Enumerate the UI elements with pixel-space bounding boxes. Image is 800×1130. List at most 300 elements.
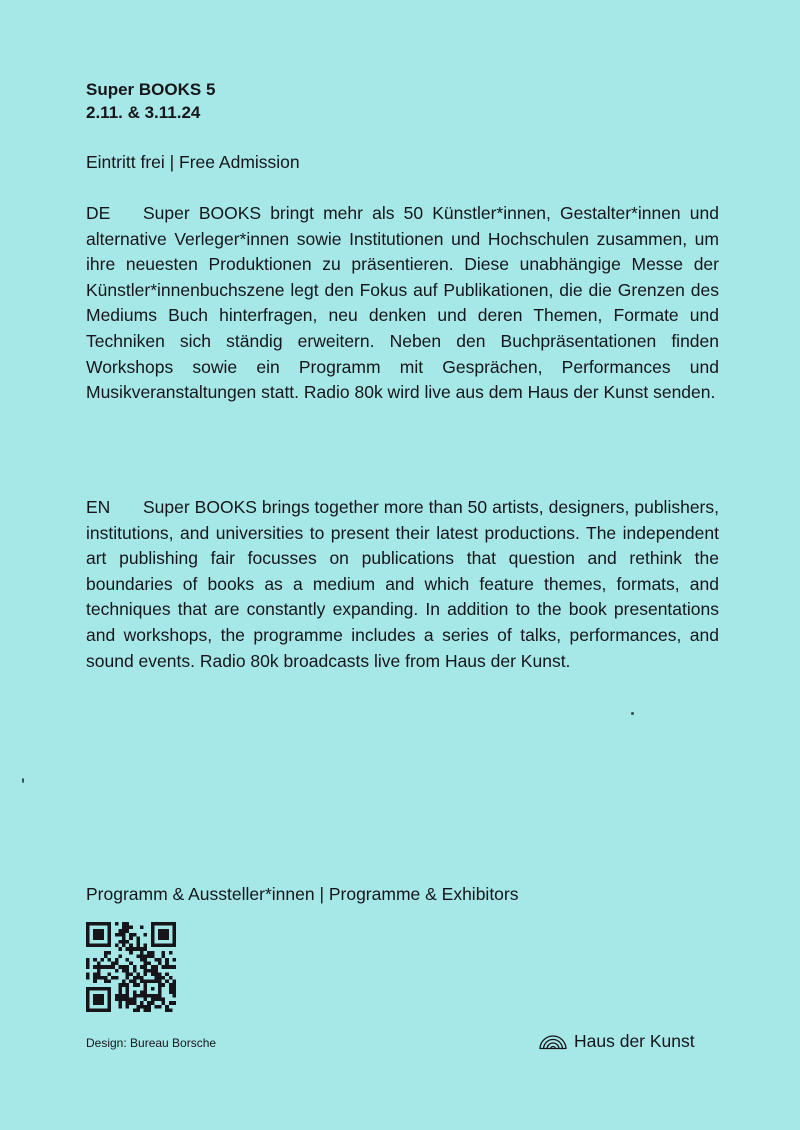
qr-module	[126, 983, 130, 987]
qr-module	[122, 944, 126, 948]
qr-module	[126, 969, 130, 973]
qr-module	[93, 980, 97, 984]
qr-module	[86, 994, 90, 998]
qr-module	[140, 965, 144, 969]
qr-module	[93, 936, 97, 940]
qr-module	[104, 980, 108, 984]
qr-module	[144, 954, 148, 958]
qr-module	[133, 994, 137, 998]
qr-module	[140, 958, 144, 962]
qr-module	[97, 994, 101, 998]
qr-module	[144, 987, 148, 991]
qr-module	[100, 1008, 104, 1012]
qr-module	[115, 976, 119, 980]
qr-module	[154, 994, 158, 998]
qr-module	[108, 929, 112, 933]
qr-module	[136, 936, 140, 940]
qr-module	[122, 965, 126, 969]
qr-module	[169, 1008, 173, 1012]
qr-module	[154, 980, 158, 984]
qr-module	[133, 1008, 137, 1012]
qr-module	[136, 1005, 140, 1009]
description-en	[86, 495, 719, 674]
qr-module	[158, 933, 162, 937]
qr-module	[122, 936, 126, 940]
qr-module	[108, 944, 112, 948]
qr-module	[93, 1008, 97, 1012]
qr-module	[151, 998, 155, 1002]
qr-module	[126, 940, 130, 944]
qr-module	[151, 954, 155, 958]
qr-module	[136, 940, 140, 944]
qr-module	[126, 972, 130, 976]
qr-module	[122, 980, 126, 984]
qr-module	[162, 1001, 166, 1005]
qr-module	[144, 980, 148, 984]
qr-module	[165, 1005, 169, 1009]
qr-module	[172, 944, 176, 948]
qr-module	[165, 965, 169, 969]
qr-module	[118, 990, 122, 994]
qr-module	[147, 994, 151, 998]
qr-module	[86, 965, 90, 969]
qr-module	[144, 983, 148, 987]
qr-module	[151, 936, 155, 940]
qr-module	[129, 933, 133, 937]
qr-module	[172, 994, 176, 998]
qr-module	[118, 940, 122, 944]
qr-module	[144, 998, 148, 1002]
qr-module	[115, 944, 119, 948]
qr-module	[144, 969, 148, 973]
qr-module	[147, 1008, 151, 1012]
qr-module	[158, 1005, 162, 1009]
qr-module	[118, 929, 122, 933]
qr-module	[97, 933, 101, 937]
qr-module	[100, 998, 104, 1002]
qr-module	[104, 944, 108, 948]
qr-module	[151, 969, 155, 973]
qr-module	[97, 1008, 101, 1012]
qr-module	[162, 976, 166, 980]
qr-module	[90, 922, 94, 926]
qr-module	[108, 980, 112, 984]
qr-module	[151, 926, 155, 930]
qr-module	[154, 972, 158, 976]
qr-module	[118, 1001, 122, 1005]
qr-module	[100, 958, 104, 962]
qr-module	[126, 1005, 130, 1009]
qr-module	[158, 980, 162, 984]
qr-module	[126, 998, 130, 1002]
qr-module	[140, 990, 144, 994]
qr-module	[154, 965, 158, 969]
qr-module	[97, 944, 101, 948]
institution-logo[interactable]	[538, 1028, 695, 1054]
arch-logo-icon	[538, 1032, 568, 1050]
qr-module	[162, 944, 166, 948]
qr-module	[129, 998, 133, 1002]
qr-module	[86, 998, 90, 1002]
qr-module	[172, 940, 176, 944]
institution-name: Haus der Kunst	[574, 1031, 695, 1051]
qr-module	[172, 965, 176, 969]
qr-module	[151, 929, 155, 933]
qr-module	[129, 936, 133, 940]
qr-module	[118, 994, 122, 998]
qr-module	[108, 958, 112, 962]
qr-module	[169, 987, 173, 991]
qr-module	[97, 998, 101, 1002]
qr-module	[162, 936, 166, 940]
qr-module	[169, 1001, 173, 1005]
description-en-text: Super BOOKS brings together more than 50 artists, designers, publishers, institutions, and universities to present their latest productions. The independent art publishing fair focusses on publications that question and rethink the boundaries of books as a medium and which feature themes, formats, and techniques that are constantly expanding. In addition to the book presentations and workshops, the programme includes a series of talks, performances, and sound events. Radio 80k broadcasts live from Haus der Kunst.	[86, 497, 719, 671]
qr-module	[158, 998, 162, 1002]
qr-module	[90, 987, 94, 991]
qr-module	[100, 922, 104, 926]
qr-module	[140, 976, 144, 980]
qr-module	[111, 976, 115, 980]
qr-module	[169, 976, 173, 980]
qr-module	[86, 936, 90, 940]
qr-module	[97, 976, 101, 980]
qr-module	[93, 972, 97, 976]
qr-module	[126, 976, 130, 980]
qr-module	[104, 951, 108, 955]
qr-module	[140, 947, 144, 951]
qr-module	[93, 933, 97, 937]
language-tag-en: EN	[86, 497, 111, 517]
qr-module	[133, 965, 137, 969]
qr-module	[144, 933, 148, 937]
qr-module	[136, 983, 140, 987]
qr-module	[144, 958, 148, 962]
qr-module	[111, 962, 115, 966]
qr-module	[122, 940, 126, 944]
qr-module	[158, 929, 162, 933]
qr-module	[100, 965, 104, 969]
qr-module	[162, 965, 166, 969]
qr-module	[172, 933, 176, 937]
qr-module	[151, 1001, 155, 1005]
qr-module	[122, 983, 126, 987]
qr-module	[111, 965, 115, 969]
qr-module	[86, 933, 90, 937]
qr-module	[165, 933, 169, 937]
qr-module	[86, 940, 90, 944]
qr-module	[126, 958, 130, 962]
qr-module	[151, 933, 155, 937]
qr-module	[162, 998, 166, 1002]
qr-module	[100, 933, 104, 937]
qr-module	[108, 998, 112, 1002]
qr-module	[129, 962, 133, 966]
qr-module	[158, 936, 162, 940]
qr-module	[129, 980, 133, 984]
qr-module	[151, 944, 155, 948]
qr-module	[97, 987, 101, 991]
qr-module	[144, 944, 148, 948]
qr-module	[165, 944, 169, 948]
qr-module	[115, 933, 119, 937]
qr-module	[108, 951, 112, 955]
qr-module	[136, 1008, 140, 1012]
qr-module	[93, 987, 97, 991]
qr-module	[133, 947, 137, 951]
qr-module	[129, 944, 133, 948]
qr-module	[93, 998, 97, 1002]
qr-module	[172, 983, 176, 987]
qr-module	[172, 958, 176, 962]
qr-module	[158, 990, 162, 994]
qr-module	[151, 987, 155, 991]
qr-module	[115, 969, 119, 973]
qr-module	[108, 987, 112, 991]
qr-module	[136, 947, 140, 951]
qr-module	[140, 994, 144, 998]
qr-module	[86, 972, 90, 976]
qr-module	[122, 994, 126, 998]
qr-module	[104, 987, 108, 991]
qr-module	[118, 998, 122, 1002]
qr-module	[144, 1008, 148, 1012]
qr-module	[118, 983, 122, 987]
qr-module	[100, 976, 104, 980]
qr-module	[165, 972, 169, 976]
qr-module	[169, 944, 173, 948]
qr-module	[115, 958, 119, 962]
qr-module	[151, 951, 155, 955]
qr-module	[129, 972, 133, 976]
qr-module	[126, 994, 130, 998]
qr-module	[158, 994, 162, 998]
qr-module	[158, 922, 162, 926]
program-link-text: Programm & Aussteller*innen | Programme & Exhibitors	[86, 884, 519, 904]
qr-module	[108, 965, 112, 969]
admission-note: Eintritt frei | Free Admission	[86, 152, 300, 172]
qr-module	[154, 958, 158, 962]
qr-module	[147, 969, 151, 973]
qr-module	[100, 936, 104, 940]
qr-module	[97, 972, 101, 976]
qr-module	[172, 1001, 176, 1005]
qr-module	[151, 940, 155, 944]
qr-module	[118, 1005, 122, 1009]
qr-module	[90, 1008, 94, 1012]
qr-code-icon[interactable]	[86, 922, 176, 1012]
qr-module	[122, 929, 126, 933]
qr-module	[133, 969, 137, 973]
qr-module	[86, 962, 90, 966]
language-tag-de: DE	[86, 203, 111, 223]
qr-module	[133, 990, 137, 994]
qr-module	[147, 1005, 151, 1009]
description-de-text: Super BOOKS bringt mehr als 50 Künstler*innen, Gestalter*innen und alternative Verleger*innen sowie Institutionen und Hochschulen zusammen, um ihre neuesten Produktionen zu präsentieren. Diese unabhängige Messe der Künstler*innenbuchszene legt den Fokus auf Publikationen, die die Grenzen des Mediums Buch hinterfragen, neu denken und deren Themen, Formate und Techniken sich ständig erweitern. Neben den Buchpräsentationen finden Workshops sowie ein Programm mit Gesprächen, Performances und Musikveranstaltungen statt. Radio 80k wird live aus dem Haus der Kunst senden.	[86, 203, 719, 403]
qr-module	[154, 1005, 158, 1009]
qr-module	[108, 994, 112, 998]
qr-module	[158, 976, 162, 980]
qr-module	[126, 922, 130, 926]
qr-module	[100, 1001, 104, 1005]
qr-module	[97, 922, 101, 926]
description-de	[86, 201, 719, 406]
qr-module	[126, 987, 130, 991]
qr-module	[133, 933, 137, 937]
qr-module	[115, 962, 119, 966]
qr-module	[118, 947, 122, 951]
qr-module	[136, 994, 140, 998]
qr-module	[86, 976, 90, 980]
qr-module	[108, 933, 112, 937]
qr-module	[136, 972, 140, 976]
qr-module	[136, 954, 140, 958]
qr-module	[118, 987, 122, 991]
qr-module	[104, 954, 108, 958]
qr-module	[162, 954, 166, 958]
qr-module	[144, 994, 148, 998]
qr-module	[165, 962, 169, 966]
qr-module	[144, 965, 148, 969]
qr-module	[93, 976, 97, 980]
qr-module	[162, 922, 166, 926]
qr-module	[108, 922, 112, 926]
qr-module	[108, 936, 112, 940]
qr-module	[115, 922, 119, 926]
qr-module	[122, 922, 126, 926]
design-credit: Design: Bureau Borsche	[86, 1036, 217, 1050]
qr-module	[93, 958, 97, 962]
qr-module	[129, 947, 133, 951]
qr-module	[93, 929, 97, 933]
qr-module	[93, 965, 97, 969]
qr-module	[126, 990, 130, 994]
qr-module	[86, 1008, 90, 1012]
qr-module	[86, 1005, 90, 1009]
qr-module	[162, 983, 166, 987]
qr-module	[86, 987, 90, 991]
qr-module	[133, 976, 137, 980]
qr-module	[147, 951, 151, 955]
qr-module	[86, 990, 90, 994]
qr-module	[140, 1005, 144, 1009]
qr-module	[169, 983, 173, 987]
qr-module	[154, 998, 158, 1002]
qr-module	[158, 944, 162, 948]
qr-module	[172, 990, 176, 994]
qr-module	[140, 954, 144, 958]
qr-module	[147, 980, 151, 984]
qr-module	[133, 983, 137, 987]
qr-module	[158, 958, 162, 962]
qr-module	[118, 954, 122, 958]
qr-module	[162, 929, 166, 933]
qr-module	[90, 944, 94, 948]
qr-module	[122, 998, 126, 1002]
qr-module	[93, 922, 97, 926]
qr-module	[165, 980, 169, 984]
qr-module	[133, 980, 137, 984]
qr-module	[172, 929, 176, 933]
qr-module	[165, 1008, 169, 1012]
title-block	[86, 78, 215, 124]
qr-module	[122, 926, 126, 930]
qr-module	[104, 976, 108, 980]
qr-module	[86, 926, 90, 930]
qr-module	[136, 944, 140, 948]
qr-module	[97, 962, 101, 966]
qr-module	[126, 947, 130, 951]
qr-module	[158, 983, 162, 987]
qr-module	[129, 1001, 133, 1005]
qr-module	[86, 944, 90, 948]
qr-module	[169, 990, 173, 994]
qr-module	[169, 951, 173, 955]
qr-module	[126, 926, 130, 930]
qr-module	[122, 933, 126, 937]
qr-module	[133, 1001, 137, 1005]
qr-module	[140, 926, 144, 930]
qr-module	[158, 972, 162, 976]
qr-module	[151, 972, 155, 976]
qr-module	[140, 1001, 144, 1005]
qr-module	[140, 980, 144, 984]
qr-module	[129, 926, 133, 930]
qr-module	[144, 947, 148, 951]
qr-module	[108, 972, 112, 976]
qr-module	[126, 965, 130, 969]
qr-module	[86, 922, 90, 926]
qr-module	[97, 965, 101, 969]
qr-module	[151, 980, 155, 984]
qr-module	[108, 1008, 112, 1012]
qr-module	[158, 962, 162, 966]
qr-module	[100, 987, 104, 991]
qr-module	[154, 944, 158, 948]
qr-module	[122, 969, 126, 973]
qr-module	[108, 940, 112, 944]
event-title: Super BOOKS 5	[86, 80, 216, 99]
qr-module	[172, 936, 176, 940]
paper-speck	[631, 712, 634, 715]
qr-module	[93, 994, 97, 998]
qr-module	[147, 954, 151, 958]
qr-module	[162, 951, 166, 955]
qr-module	[147, 962, 151, 966]
qr-module	[97, 936, 101, 940]
qr-module	[108, 1001, 112, 1005]
qr-module	[158, 987, 162, 991]
qr-module	[100, 929, 104, 933]
qr-module	[115, 994, 119, 998]
qr-module	[144, 1005, 148, 1009]
qr-module	[147, 1001, 151, 1005]
qr-module	[104, 1008, 108, 1012]
qr-module	[151, 994, 155, 998]
qr-module	[151, 922, 155, 926]
qr-module	[104, 965, 108, 969]
qr-module	[165, 958, 169, 962]
qr-module	[129, 951, 133, 955]
qr-module	[165, 922, 169, 926]
paper-speck	[22, 778, 24, 783]
qr-module	[108, 990, 112, 994]
qr-module	[169, 922, 173, 926]
qr-module	[97, 1001, 101, 1005]
qr-module	[118, 965, 122, 969]
qr-module	[100, 944, 104, 948]
qr-module	[126, 929, 130, 933]
qr-module	[100, 994, 104, 998]
